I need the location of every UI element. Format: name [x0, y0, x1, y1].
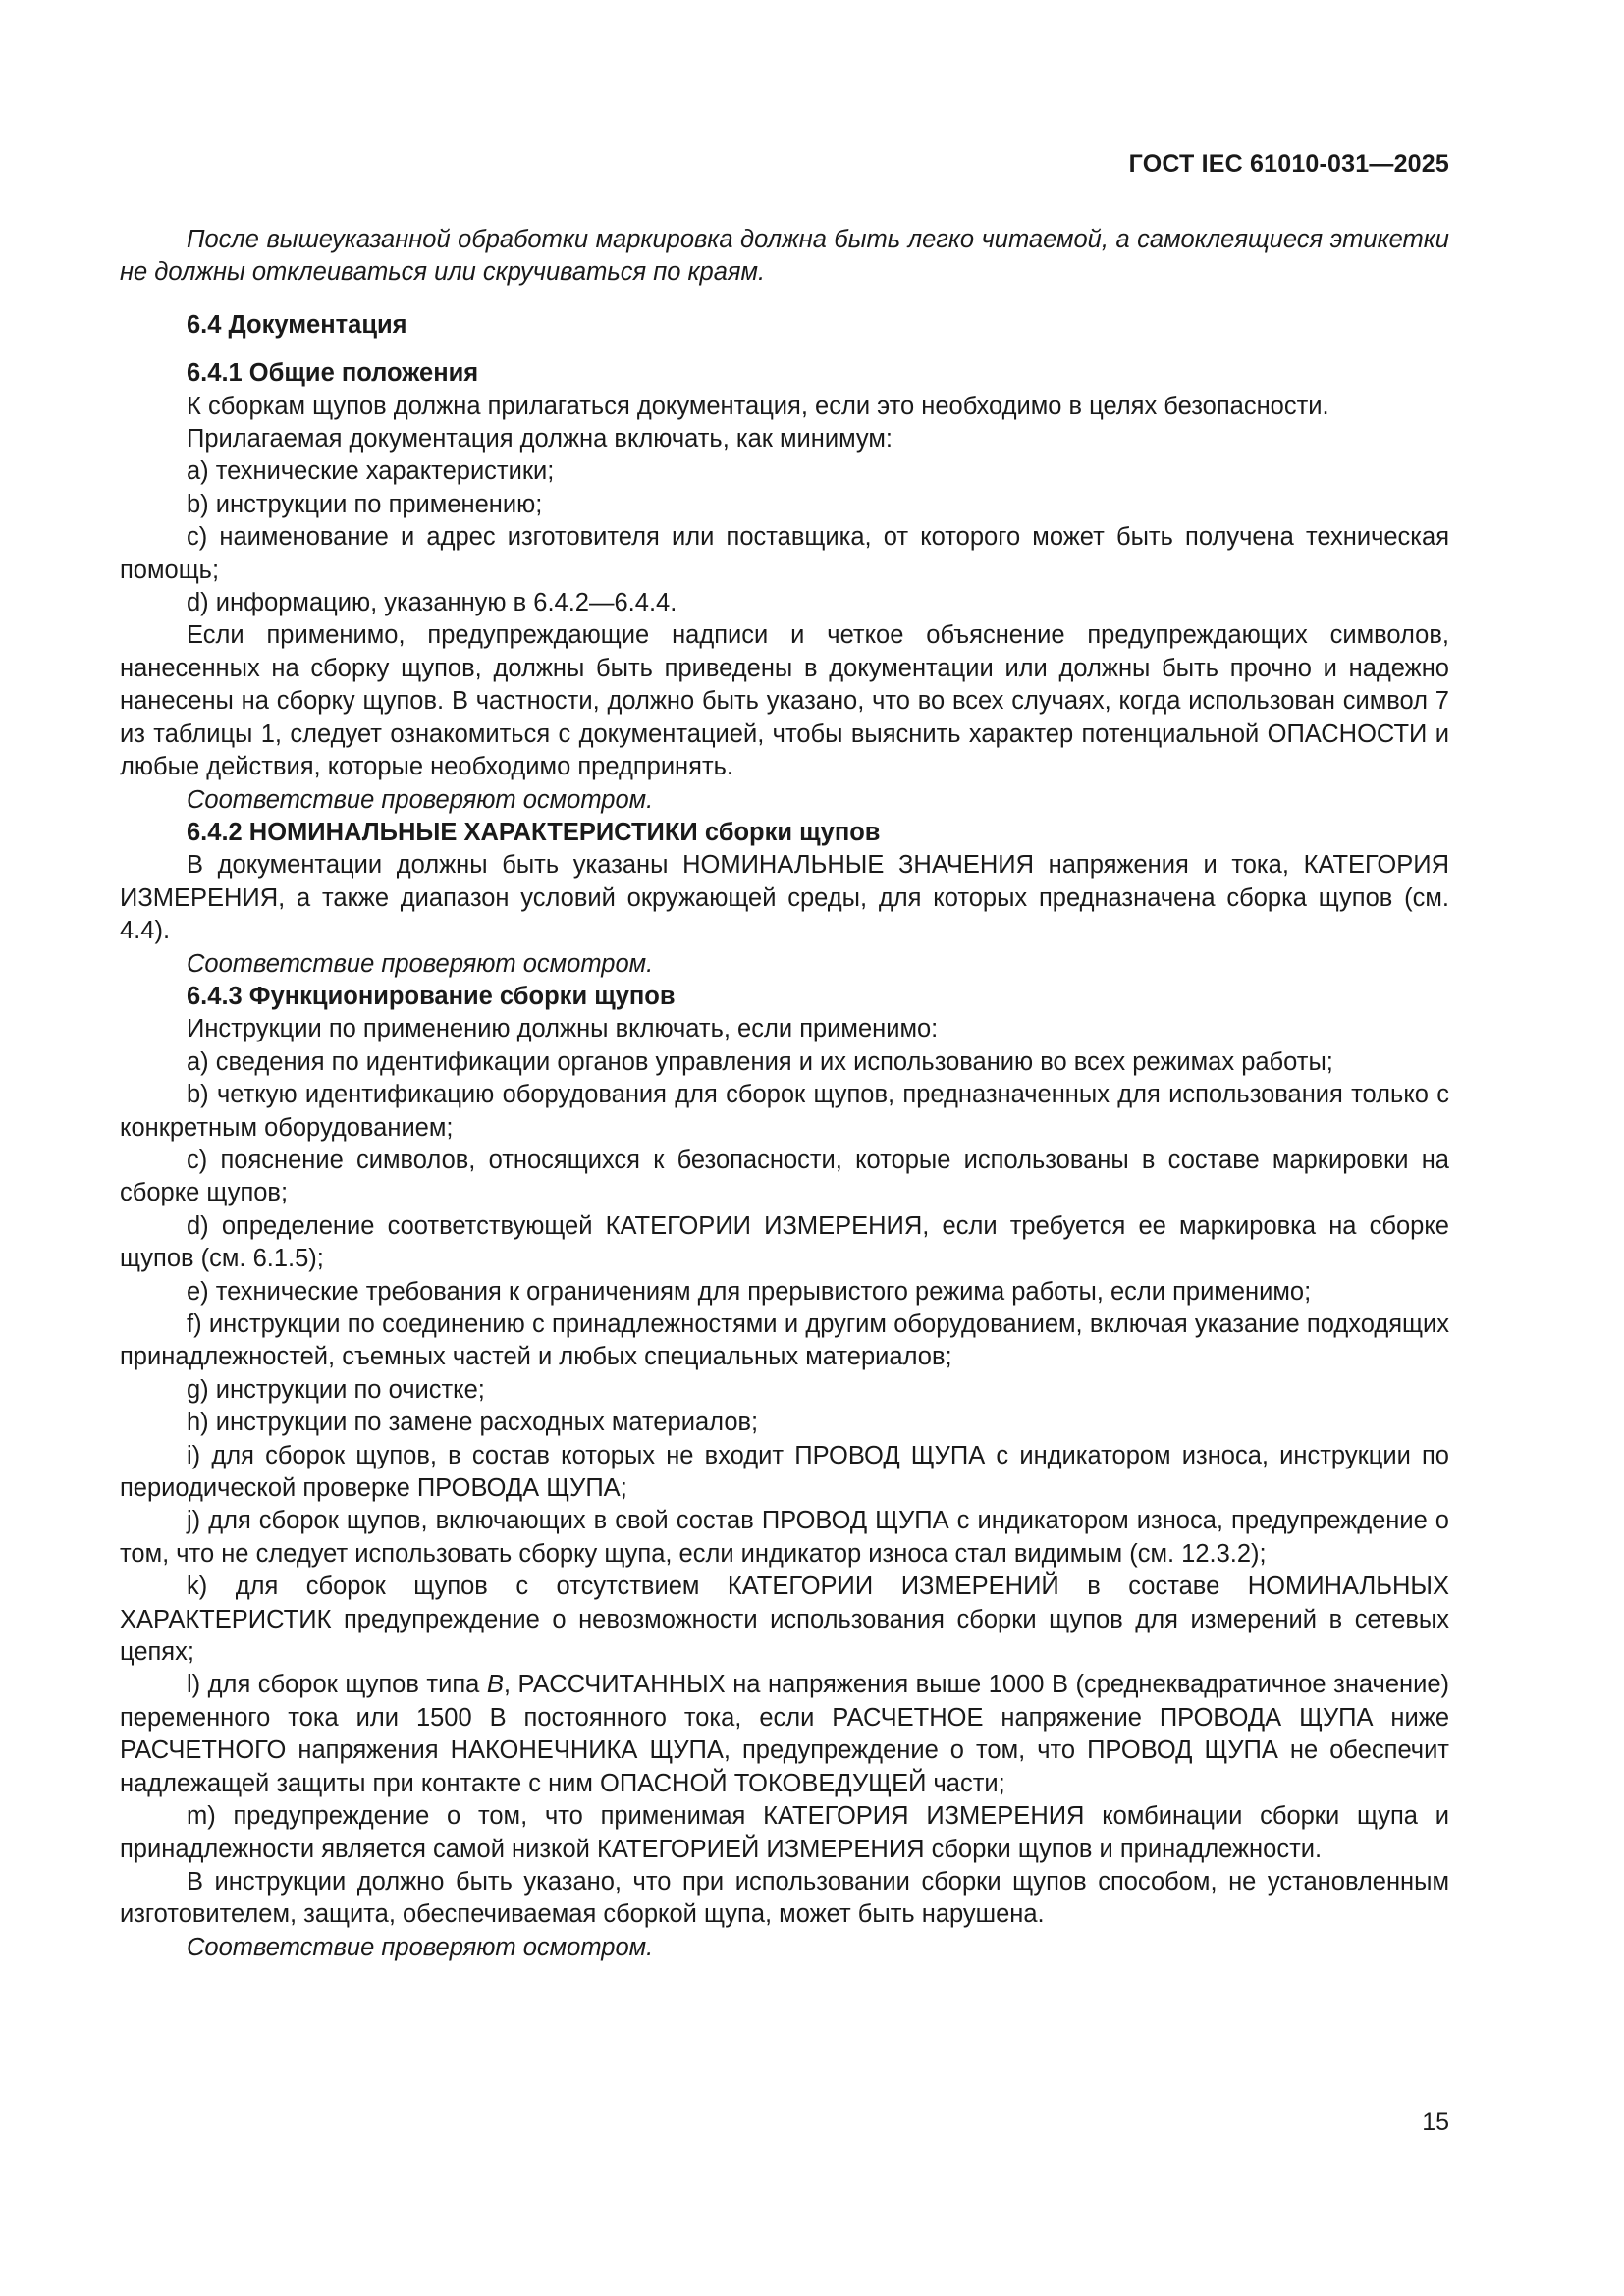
page-number: 15: [1422, 2109, 1449, 2136]
list-item: h) инструкции по замене расходных материалов;: [187, 1409, 759, 1437]
list-item: b) инструкции по применению;: [187, 490, 543, 518]
compliance-note: Соответствие проверяют осмотром.: [187, 785, 654, 814]
paragraph-marking-legibility: После вышеуказанной обработки маркировка должна быть легко читаемой, а самоклеящиеся этикетки не должны отклеиваться или скручиваться по краям.: [120, 226, 1449, 287]
paragraph: Прилагаемая документация должна включать, как минимум:: [187, 425, 893, 454]
list-item: [120, 1669, 1449, 1800]
section-heading-6-4: 6.4 Документация: [187, 310, 407, 339]
list-item: d) определение соответствующей КАТЕГОРИИ ИЗМЕРЕНИЯ, если требуется ее маркировка на сборке щупов (см. 6.1.5);: [120, 1211, 1449, 1273]
list-item: e) технические требования к ограничениям для прерывистого режима работы, если применимо;: [187, 1277, 1312, 1306]
paragraph: К сборкам щупов должна прилагаться документация, если это необходимо в целях безопасности.: [187, 392, 1329, 420]
paragraph: В инструкции должно быть указано, что при использовании сборки щупов способом, не установленным изготовителем, защита, обеспечиваемая сборкой щупа, может быть нарушена.: [120, 1867, 1449, 1929]
compliance-note: Соответствие проверяют осмотром.: [187, 1933, 654, 1961]
paragraph: Инструкции по применению должны включать, если применимо:: [187, 1015, 939, 1043]
list-item: c) пояснение символов, относящихся к безопасности, которые использованы в составе маркировки на сборке щупов;: [120, 1146, 1449, 1207]
probe-type-letter: В: [486, 1671, 504, 1699]
list-item: a) технические характеристики;: [187, 457, 555, 486]
list-item: j) для сборок щупов, включающих в свой состав ПРОВОД ЩУПА с индикатором износа, предупреждение о том, что не следует использовать сборку щупа, если индикатор износа стал видимым (см. 12.3.2);: [120, 1507, 1449, 1568]
list-item: m) предупреждение о том, что применимая КАТЕГОРИЯ ИЗМЕРЕНИЯ комбинации сборки щупа и принадлежности является самой низкой КАТЕГОРИЕЙ ИЗМЕРЕНИЯ сборки щупов и принадлежности.: [120, 1802, 1449, 1863]
section-heading-6-4-1: 6.4.1 Общие положения: [187, 359, 479, 388]
list-item: d) информацию, указанную в 6.4.2—6.4.4.: [187, 589, 677, 617]
list-item: a) сведения по идентификации органов управления и их использованию во всех режимах работы;: [187, 1047, 1333, 1076]
list-item: f) инструкции по соединению с принадлежностями и другим оборудованием, включая указание подходящих принадлежностей, съемных частей и любых специальных материалов;: [120, 1310, 1449, 1371]
compliance-note: Соответствие проверяют осмотром.: [187, 949, 654, 978]
list-item: b) четкую идентификацию оборудования для сборок щупов, предназначенных для использования только с конкретным оборудованием;: [120, 1081, 1449, 1142]
list-item: k) для сборок щупов с отсутствием КАТЕГОРИИ ИЗМЕРЕНИЙ в составе НОМИНАЛЬНЫХ ХАРАКТЕРИСТИК предупреждение о невозможности использования сборки щупов для измерений в сетевых цепях;: [120, 1573, 1449, 1667]
list-item-text: , РАССЧИТАННЫХ на напряжения выше 1000 В (среднеквадратичное значение) переменного тока или 1500 В постоянного тока, если РАСЧЕТНОЕ напряжение ПРОВОДА ЩУПА ниже РАСЧЕТНОГО напряжения НАКОНЕЧНИКА ЩУПА, предупреждение о том, что ПРОВОД ЩУПА не обеспечит надлежащей защиты при контакте с ним ОПАСНОЙ ТОКОВЕДУЩЕЙ части;: [120, 1671, 1449, 1797]
section-heading-6-4-3: 6.4.3 Функционирование сборки щупов: [187, 982, 676, 1010]
paragraph: В документации должны быть указаны НОМИНАЛЬНЫЕ ЗНАЧЕНИЯ напряжения и тока, КАТЕГОРИЯ ИЗМЕРЕНИЯ, а также диапазон условий окружающей среды, для которых предназначена сборка щупов (см. 4.4).: [120, 851, 1449, 945]
document-body: [120, 224, 1449, 1964]
list-item: c) наименование и адрес изготовителя или поставщика, от которого может быть получена техническая помощь;: [120, 523, 1449, 584]
section-heading-6-4-2: 6.4.2 НОМИНАЛЬНЫЕ ХАРАКТЕРИСТИКИ сборки щупов: [187, 818, 881, 846]
list-item: i) для сборок щупов, в состав которых не входит ПРОВОД ЩУПА с индикатором износа, инструкции по периодической проверке ПРОВОДА ЩУПА;: [120, 1441, 1449, 1503]
list-item: g) инструкции по очистке;: [187, 1375, 485, 1404]
document-header-code: ГОСТ IEC 61010-031—2025: [1128, 150, 1449, 178]
list-item-text: l) для сборок щупов типа: [187, 1671, 487, 1699]
paragraph: Если применимо, предупреждающие надписи и четкое объяснение предупреждающих символов, нанесенных на сборку щупов, должны быть приведены в документации или должны быть прочно и надежно нанесены на сборку щупов. В частности, должно быть указано, что во всех случаях, когда использован символ 7 из таблицы 1, следует ознакомиться с документацией, чтобы выяснить характер потенциальной ОПАСНОСТИ и любые действия, которые необходимо предпринять.: [120, 621, 1449, 781]
